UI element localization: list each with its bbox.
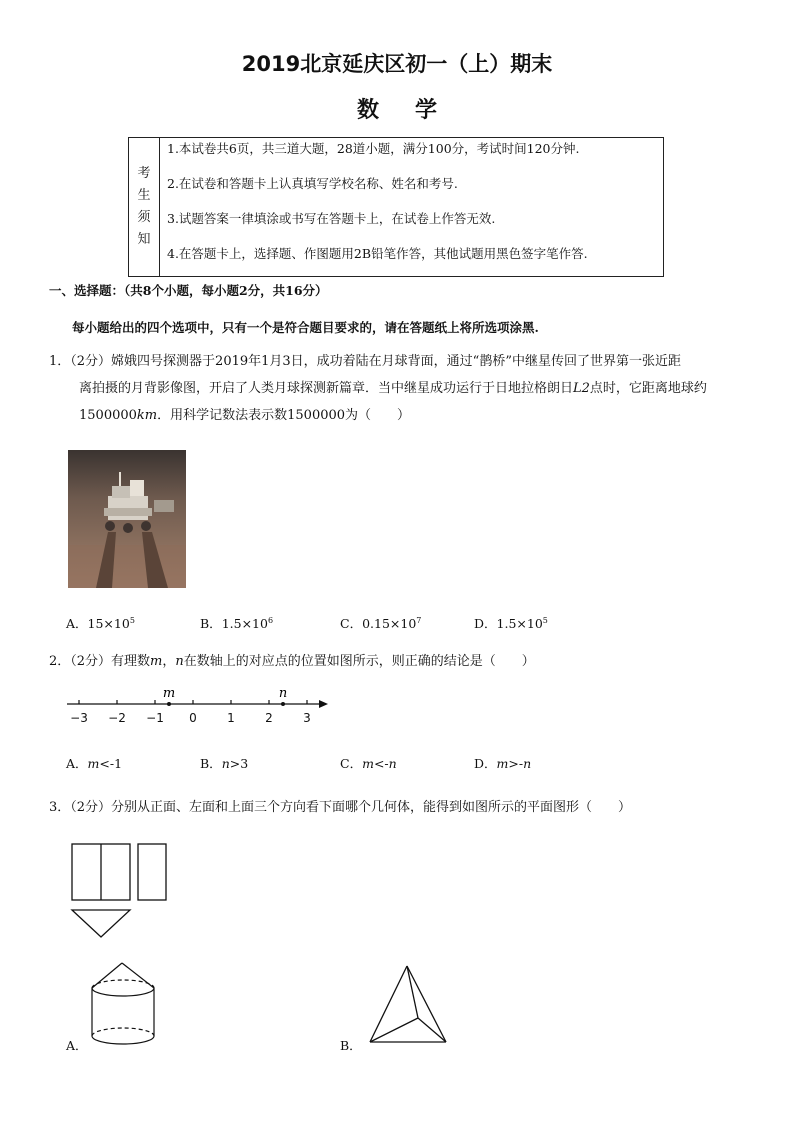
- option-exponent: 5: [129, 616, 135, 625]
- q1-option-b[interactable]: [200, 614, 273, 632]
- q2-option-c[interactable]: [340, 754, 397, 772]
- option-letter: D．: [474, 756, 497, 771]
- q1-unit: km: [136, 408, 158, 423]
- notice-label-char: 考: [137, 166, 151, 181]
- point-n-label: n: [278, 686, 288, 701]
- option-letter: C．: [340, 756, 363, 771]
- notice-label-char: 知: [137, 232, 151, 247]
- option-var: n: [523, 756, 532, 771]
- section-instruction: 每小题给出的四个选项中，只有一个是符合题目要求的，请在答题纸上将所选项涂黑.: [72, 320, 539, 335]
- q3-stem: 3．（2分）分别从正面、左面和上面三个方向看下面哪个几何体，能得到如图所示的平面图形（ ）: [49, 800, 632, 815]
- point-m-label: m: [162, 686, 176, 701]
- point-m: [167, 702, 171, 706]
- point-n: [281, 702, 285, 706]
- q2-var-n: n: [175, 654, 184, 669]
- q1-text: 点时，它距离地球约: [589, 381, 707, 396]
- q1-text: 1500000: [79, 408, 137, 423]
- q3-option-a-label[interactable]: A．: [66, 1038, 88, 1053]
- q1-option-a[interactable]: [66, 614, 135, 632]
- tick-label: 1: [227, 711, 235, 725]
- moon-rover-photo: [68, 450, 186, 588]
- tick-label: −1: [146, 711, 164, 725]
- tick-label: 0: [189, 711, 197, 725]
- option-text: 1.5×10: [221, 616, 268, 631]
- q2-stem: [49, 648, 535, 675]
- option-var: m: [87, 756, 100, 771]
- option-letter: D．: [474, 616, 497, 631]
- q1-line1: 1．（2分）嫦娥四号探测器于2019年1月3日，成功着陆在月球背面，通过“鹊桥”中继星传回了世界第一张近距: [49, 354, 681, 369]
- arrow-icon: [319, 700, 328, 708]
- notice-label: [129, 138, 160, 276]
- option-var: n: [388, 756, 397, 771]
- q1-text: ．用科学记数法表示数1500000为（ ）: [157, 408, 411, 423]
- q2-text: 2．（2分）有理数: [49, 654, 151, 669]
- option-letter: A．: [66, 616, 88, 631]
- q1-text: 离拍摄的月背影像图，开启了人类月球探测新篇章．当中继星成功运行于日地拉格朗日: [79, 381, 574, 396]
- option-var: m: [496, 756, 509, 771]
- notice-line: 3.试题答案一律填涂或书写在答题卡上，在试卷上作答无效.: [167, 211, 496, 226]
- q2-text: ，: [162, 654, 176, 669]
- subject-title: 数学: [356, 98, 473, 123]
- tick-label: −2: [108, 711, 126, 725]
- option-text: <-: [373, 756, 389, 771]
- q3-option-b-label[interactable]: B．: [340, 1038, 362, 1053]
- tick-label: 2: [265, 711, 273, 725]
- option-text: <-1: [99, 756, 123, 771]
- option-letter: A．: [66, 756, 88, 771]
- option-exponent: 6: [267, 616, 274, 625]
- q2-option-b[interactable]: [200, 754, 248, 772]
- notice-line: 4.在答题卡上，选择题、作图题用2B铅笔作答，其他试题用黑色签字笔作答.: [167, 246, 588, 261]
- three-view-figure: [70, 842, 170, 940]
- q1-var: L2: [573, 381, 590, 396]
- section-heading: 一、选择题：（共8个小题，每小题2分，共16分）: [49, 283, 328, 298]
- exam-title: 2019北京延庆区初一（上）期末: [241, 52, 553, 76]
- option-exponent: 5: [542, 616, 548, 625]
- tick-label: 3: [303, 711, 311, 725]
- option-var: n: [221, 756, 230, 771]
- side-view: [138, 844, 166, 900]
- tick-label: −3: [70, 711, 88, 725]
- option-letter: C．: [340, 616, 363, 631]
- notice-box: [128, 137, 664, 277]
- option-text: 15×10: [87, 616, 130, 631]
- option-text: >3: [229, 756, 249, 771]
- option-letter: B．: [200, 616, 222, 631]
- notice-lines: [167, 138, 657, 279]
- notice-line: 2.在试卷和答题卡上认真填写学校名称、姓名和考号.: [167, 176, 458, 191]
- top-view: [72, 910, 130, 937]
- q1-option-c[interactable]: [340, 614, 421, 632]
- q3-option-b-figure[interactable]: [362, 962, 452, 1048]
- q2-option-a[interactable]: [66, 754, 122, 772]
- option-var: m: [362, 756, 374, 771]
- option-exponent: 7: [416, 616, 422, 625]
- option-text: 1.5×10: [496, 616, 543, 631]
- q1-line3: [79, 402, 410, 429]
- option-text: 0.15×10: [362, 616, 417, 631]
- q2-var-m: m: [150, 654, 163, 669]
- notice-line: 1.本试卷共6页，共三道大题，28道小题，满分100分，考试时间120分钟.: [167, 141, 580, 156]
- q2-text: 在数轴上的对应点的位置如图所示，则正确的结论是（ ）: [183, 654, 535, 669]
- notice-label-char: 须: [137, 210, 151, 225]
- option-letter: B．: [200, 756, 222, 771]
- notice-label-char: 生: [137, 188, 151, 203]
- q1-option-d[interactable]: [474, 614, 548, 632]
- q3-option-a-figure[interactable]: [88, 960, 160, 1052]
- q1-line2: [79, 375, 707, 402]
- option-text: >-: [508, 756, 524, 771]
- q2-option-d[interactable]: [474, 754, 531, 772]
- number-line: [62, 685, 334, 727]
